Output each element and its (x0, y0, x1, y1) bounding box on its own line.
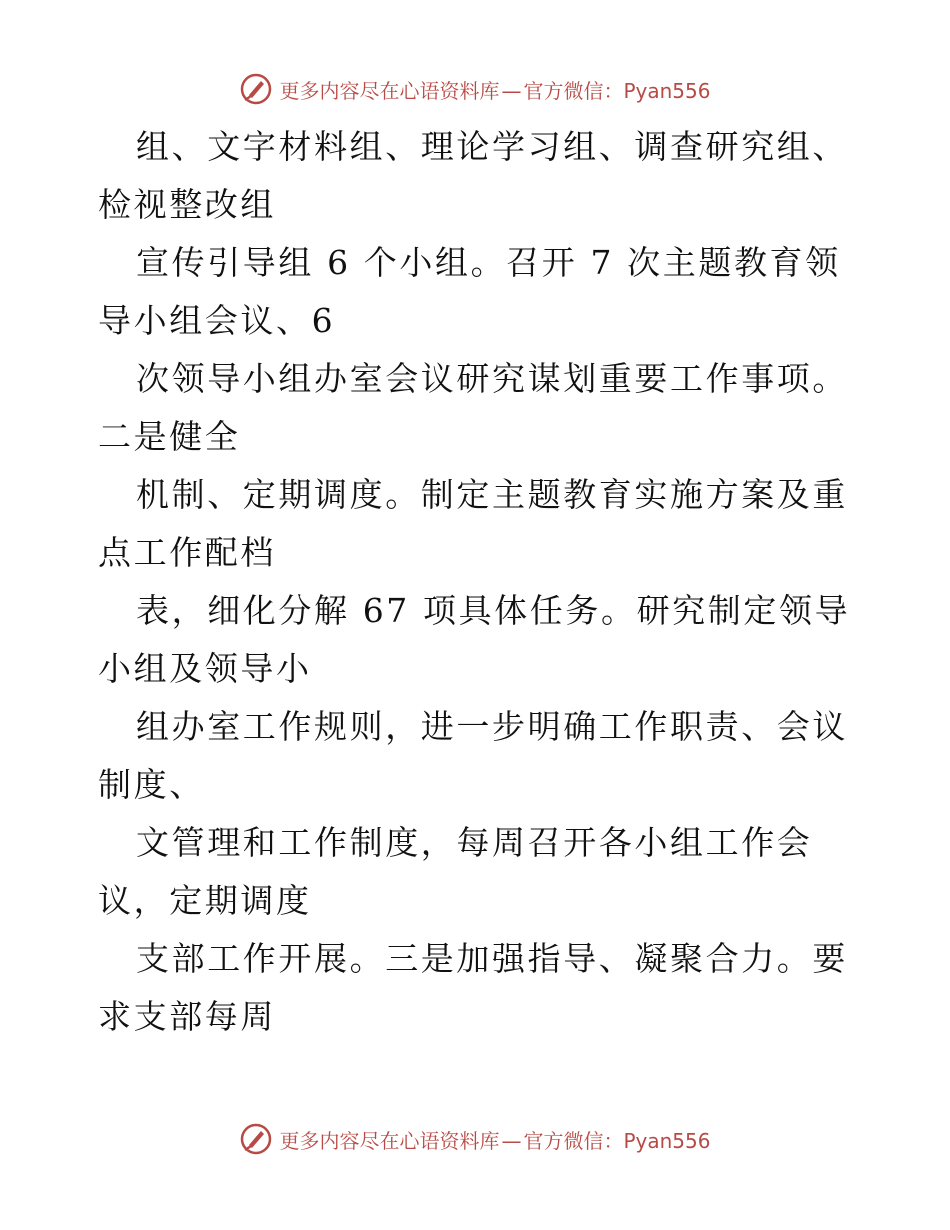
paragraph: 组办室工作规则，进一步明确工作职责、会议制度、 (98, 707, 848, 804)
header-watermark (0, 72, 950, 106)
watermark-slogan: 更多内容尽在心语资料库 (279, 78, 500, 103)
watermark-text (279, 1125, 710, 1154)
paragraph: 宣传引导组 6 个小组。召开 7 次主题教育领导小组会议、6 (98, 243, 841, 340)
paragraph: 次领导小组办室会议研究谋划重要工作事项。二是健全 (98, 359, 848, 456)
logo-icon (239, 1122, 273, 1156)
paragraph: 表，细化分解 67 项具体任务。研究制定领导小组及领导小 (98, 591, 851, 688)
watermark-text (279, 75, 710, 104)
paragraph: 机制、定期调度。制定主题教育实施方案及重点工作配档 (98, 475, 848, 572)
watermark-wechat: 官方微信：Pyan556 (523, 1128, 711, 1153)
watermark-dash: — (501, 78, 522, 103)
logo-icon (239, 72, 273, 106)
footer-watermark (0, 1122, 950, 1156)
document-body (98, 118, 858, 1046)
watermark-slogan: 更多内容尽在心语资料库 (279, 1128, 500, 1153)
paragraph: 组、文字材料组、理论学习组、调查研究组、检视整改组 (98, 127, 848, 224)
paragraph: 支部工作开展。三是加强指导、凝聚合力。要求支部每周 (98, 939, 848, 1036)
watermark-dash: — (501, 1128, 522, 1153)
paragraph: 文管理和工作制度，每周召开各小组工作会议，定期调度 (98, 823, 813, 920)
watermark-wechat: 官方微信：Pyan556 (523, 78, 711, 103)
